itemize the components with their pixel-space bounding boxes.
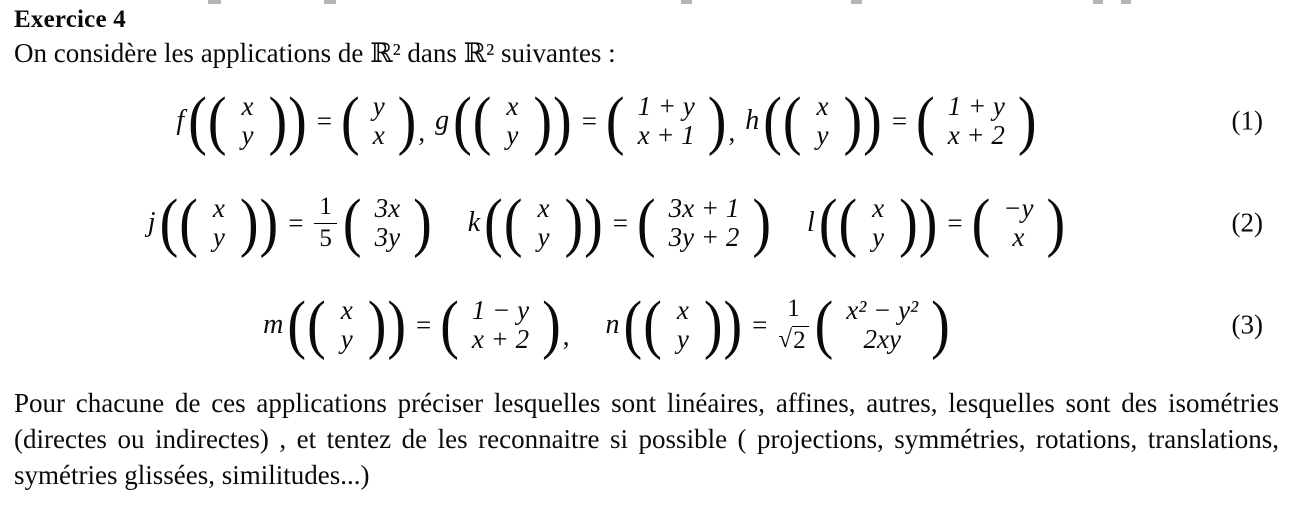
result-vector: [1003, 194, 1033, 252]
right-paren-outer: ): [584, 186, 603, 260]
vector-entry: x: [212, 193, 225, 223]
argument-vector: [872, 194, 884, 252]
intro-sentence: On considère les applications de ℝ² dans ℝ² suivantes :: [14, 38, 616, 68]
equation-1-content: [176, 84, 1116, 158]
separator-comma: ,: [418, 116, 426, 147]
equals-sign: =: [612, 207, 628, 238]
vector-entry: x + 2: [471, 324, 530, 354]
left-paren-inner: (: [503, 186, 523, 260]
left-paren-inner: (: [207, 84, 227, 158]
right-paren: ): [931, 288, 950, 362]
function-name-n: n: [605, 309, 620, 340]
function-name-k: k: [467, 207, 481, 238]
map-j-definition: [147, 186, 432, 260]
argument-vector: [677, 296, 689, 354]
map-l-definition: [807, 186, 1066, 260]
function-name-m: m: [263, 309, 284, 340]
cropped-previous-line-mark: [208, 0, 221, 4]
vector-entry: x: [816, 91, 829, 121]
separator-comma: ,: [728, 116, 736, 147]
left-paren-outer: (: [763, 84, 782, 158]
vector-entry: x + 1: [637, 120, 695, 150]
right-paren: ): [752, 186, 772, 260]
vector-entry: x: [506, 91, 519, 121]
right-paren-outer: ): [918, 186, 938, 260]
vector-entry: y: [241, 120, 254, 150]
cropped-previous-line-mark: [1093, 0, 1103, 4]
left-paren: (: [605, 84, 625, 158]
right-paren: ): [707, 84, 727, 158]
left-paren-inner: (: [307, 288, 326, 362]
argument-vector: [817, 92, 829, 150]
equation-number-3: (3): [1231, 309, 1263, 340]
result-vector: [373, 92, 385, 150]
right-paren-inner: ): [843, 84, 863, 158]
right-paren-inner: ): [899, 186, 918, 260]
vector-entry: y: [816, 120, 829, 150]
cropped-previous-line-mark: [851, 0, 862, 4]
right-paren-outer: ): [863, 84, 882, 158]
equation-number-1: (1): [1231, 105, 1263, 136]
left-paren: (: [916, 84, 935, 158]
instructions-paragraph: Pour chacune de ces applications préciser lesquelles sont linéaires, affines, autres, lesquelles sont des isométries (directes ou indirectes) , et tentez de les reconnaitre si possible ( projections, symmétries, rotations, translations, symétries glissées, similitudes...): [14, 388, 1279, 490]
left-paren: (: [440, 288, 459, 362]
vector-entry: x: [872, 193, 885, 223]
right-paren-inner: ): [367, 288, 387, 362]
vector-entry: x: [1012, 222, 1025, 252]
map-n-definition: [605, 288, 950, 362]
fraction-denominator-sqrt2: [778, 326, 808, 356]
left-paren-inner: (: [179, 186, 198, 260]
left-paren-outer: (: [623, 288, 643, 362]
left-paren-outer: (: [159, 186, 179, 260]
right-paren-outer: ): [288, 84, 307, 158]
vector-entry: x: [537, 193, 550, 223]
left-paren-inner: (: [472, 84, 492, 158]
separator-comma: ,: [562, 320, 570, 351]
vector-entry: y: [506, 120, 519, 150]
vector-entry: 1 + y: [637, 91, 695, 121]
right-paren-outer: ): [553, 84, 572, 158]
fraction-denominator: 5: [314, 223, 337, 254]
right-paren-inner: ): [239, 186, 259, 260]
vector-entry: 3x: [374, 193, 401, 223]
equals-sign: =: [752, 309, 768, 340]
left-paren-outer: (: [818, 186, 838, 260]
vector-entry: x: [340, 295, 353, 325]
vector-entry: y: [676, 324, 689, 354]
equals-sign: =: [316, 105, 333, 136]
right-paren: ): [397, 84, 417, 158]
exercise-title: Exercice 4: [14, 6, 126, 33]
vector-entry: y: [872, 222, 885, 252]
left-paren-inner: (: [643, 288, 662, 362]
vector-entry: y: [212, 222, 225, 252]
equation-number-2: (2): [1231, 207, 1263, 238]
vector-entry: y: [537, 222, 550, 252]
left-paren-inner: (: [782, 84, 802, 158]
argument-vector: [506, 92, 518, 150]
result-vector: [375, 194, 400, 252]
right-paren: ): [1046, 186, 1066, 260]
left-paren: (: [637, 186, 656, 260]
equals-sign: =: [947, 207, 963, 238]
equation-line-3: [14, 274, 1279, 376]
function-name-f: f: [176, 105, 185, 136]
vector-entry: x: [372, 120, 385, 150]
equals-sign: =: [416, 309, 432, 340]
vector-entry: x: [241, 91, 254, 121]
map-k-definition: [467, 186, 772, 260]
equation-line-1: [14, 70, 1279, 172]
coefficient-fraction-one-fifth: [314, 193, 337, 254]
map-h-definition: [745, 84, 1037, 158]
left-paren-outer: (: [287, 288, 307, 362]
vector-entry: x² − y²: [846, 295, 919, 325]
vector-entry: x + 2: [947, 120, 1005, 150]
right-paren-outer: ): [723, 288, 743, 362]
left-paren-outer: (: [453, 84, 472, 158]
map-m-definition: [263, 288, 570, 362]
right-paren: ): [542, 288, 561, 362]
right-paren-inner: ): [703, 288, 723, 362]
coefficient-fraction-one-over-sqrt2: [778, 295, 808, 356]
function-name-j: j: [147, 207, 156, 238]
left-paren-inner: (: [838, 186, 858, 260]
map-f-definition: [176, 84, 426, 158]
vector-entry: −y: [1003, 193, 1034, 223]
function-name-l: l: [807, 207, 815, 238]
result-vector: [846, 296, 918, 354]
map-g-definition: [435, 84, 736, 158]
fraction-numerator: 1: [787, 294, 800, 322]
result-vector: [638, 92, 695, 150]
vector-entry: 3x + 1: [668, 193, 740, 223]
left-paren-outer: (: [188, 84, 207, 158]
left-paren: (: [342, 186, 362, 260]
equation-2-content: [147, 186, 1145, 260]
vector-entry: y: [340, 324, 353, 354]
right-paren-outer: ): [387, 288, 407, 362]
vector-entry: y: [372, 91, 385, 121]
argument-vector: [341, 296, 353, 354]
right-paren-inner: ): [268, 84, 288, 158]
cropped-previous-line-mark: [1121, 0, 1131, 4]
argument-vector: [213, 194, 225, 252]
right-paren: ): [413, 186, 432, 260]
result-vector: [669, 194, 740, 252]
left-paren: (: [971, 186, 991, 260]
function-name-g: g: [435, 105, 450, 136]
equals-sign: =: [581, 105, 597, 136]
right-paren-outer: ): [259, 186, 279, 260]
left-paren-outer: (: [484, 186, 503, 260]
function-name-h: h: [745, 105, 760, 136]
result-vector: [948, 92, 1005, 150]
argument-vector: [537, 194, 549, 252]
equation-line-2: [14, 172, 1279, 274]
square-root-argument: 2: [792, 326, 809, 356]
cropped-previous-line-mark: [681, 0, 692, 4]
equals-sign: =: [891, 105, 908, 136]
vector-entry: 1 − y: [471, 295, 530, 325]
fraction-numerator: 1: [319, 192, 332, 220]
equals-sign: =: [288, 207, 304, 238]
left-paren: (: [341, 84, 360, 158]
vector-entry: 3y: [374, 222, 401, 252]
right-paren-inner: ): [533, 84, 553, 158]
argument-vector: [242, 92, 254, 150]
equation-3-content: [263, 288, 1030, 362]
cropped-previous-line-mark: [324, 0, 336, 4]
square-root-symbol: √: [778, 325, 793, 353]
left-paren: (: [814, 288, 834, 362]
result-vector: [472, 296, 529, 354]
right-paren-inner: ): [564, 186, 584, 260]
vector-entry: 1 + y: [947, 91, 1005, 121]
vector-entry: x: [676, 295, 689, 325]
vector-entry: 2xy: [863, 324, 901, 354]
vector-entry: 3y + 2: [668, 222, 740, 252]
right-paren: ): [1017, 84, 1037, 158]
